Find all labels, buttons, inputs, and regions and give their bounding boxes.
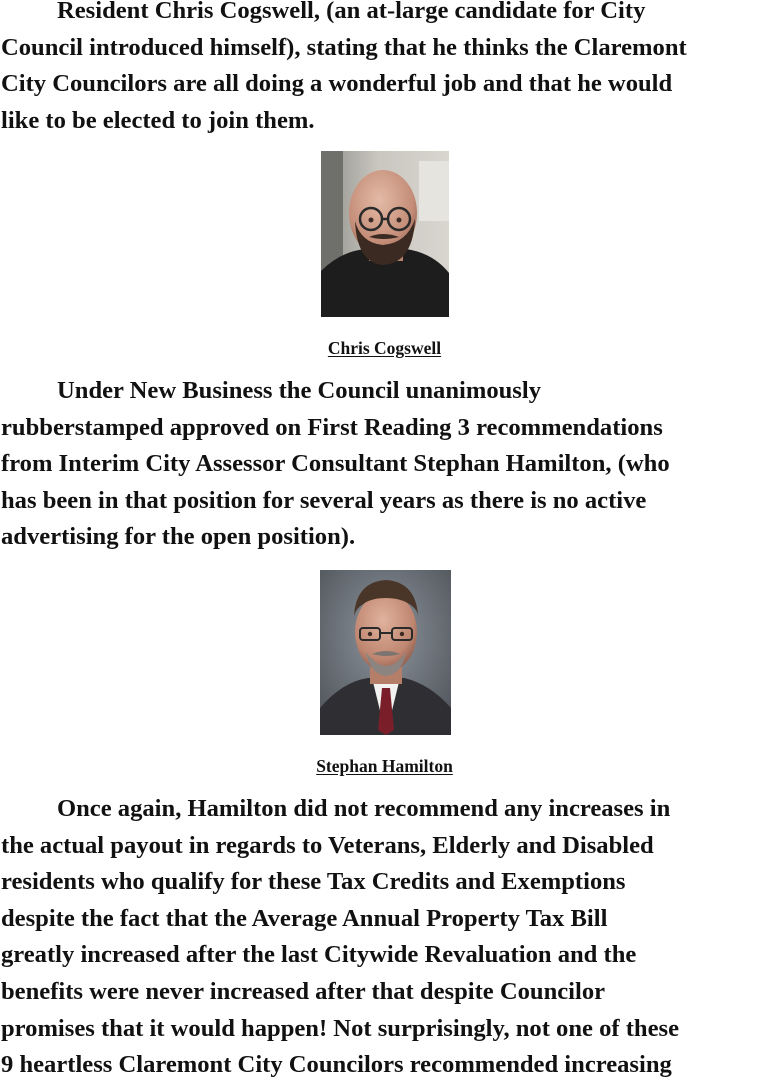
caption-stephan-hamilton: Stephan Hamilton [316, 756, 453, 776]
paragraph-cogswell-intro: Resident Chris Cogswell, (an at-large candidate for City Council introduced himself), stating that he thinks the Claremont City Councilors are all doing a wonderful job and that he would like to be elected to join them. [1, 0, 687, 134]
portrait-stephan-hamilton-image [320, 570, 451, 735]
paragraph-tax-credits: Once again, Hamilton did not recommend any increases in the actual payout in regards to Veterans, Elderly and Disabled residents who qualify for these Tax Credits and Exemptions despite the fact that the Average Annual Property Tax Bill greatly increased after the last Citywide Revaluation and the benefits were never increased after that despite Councilor promises that it would happen! Not surprisingly, not one of these 9 heartless Claremont City Councilors recommended increasing [1, 795, 679, 1079]
paragraph-new-business: Under New Business the Council unanimously rubberstamped approved on First Reading 3 recommendations from Interim City Assessor Consultant Stephan Hamilton, (who has been in that position for several years as there is no active advertising for the open position). [1, 377, 670, 551]
photo-stephan-hamilton [320, 570, 451, 735]
caption-chris-cogswell: Chris Cogswell [327, 338, 442, 358]
photo-chris-cogswell [321, 151, 449, 317]
portrait-chris-cogswell-image [321, 151, 449, 317]
